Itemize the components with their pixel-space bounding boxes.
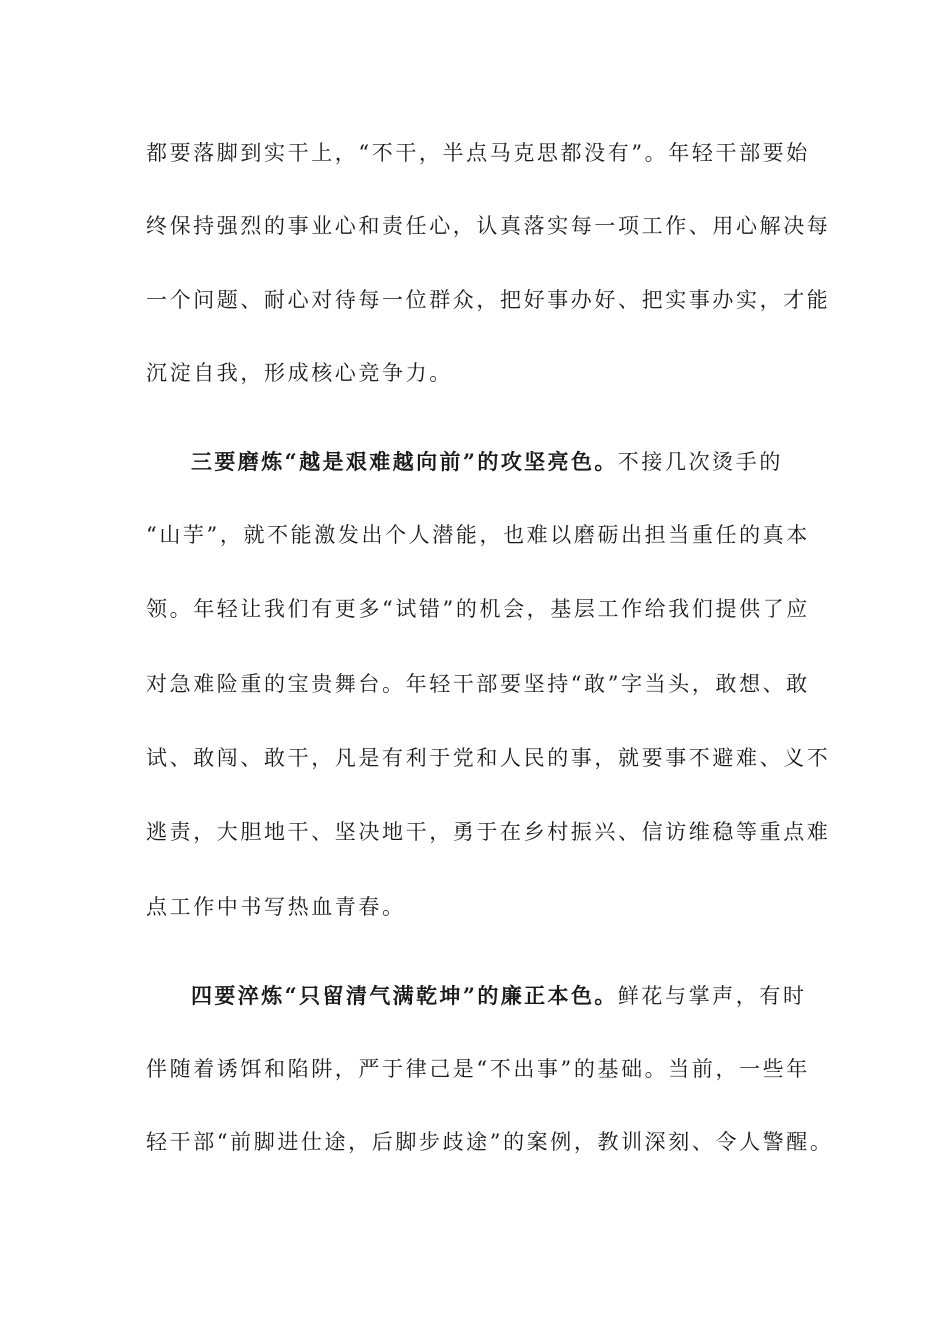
paragraph1-line-3: 一个问题、耐心对待每一位群众，把好事办好、把实事办实，才能 [146, 288, 831, 312]
paragraph1-line-4: 沉淀自我，形成核心竞争力。 [146, 361, 453, 385]
paragraph2-line-6: 逃责，大胆地干、坚决地干，勇于在乡村振兴、信访维稳等重点难 [146, 820, 831, 844]
paragraph2-line-3: 领。年轻让我们有更多“试错”的机会，基层工作给我们提供了应 [146, 597, 810, 621]
paragraph3-line-3: 轻干部“前脚进仕途，后脚步歧途”的案例，教训深刻、令人警醒。 [146, 1130, 834, 1154]
paragraph2-line-1 [191, 447, 851, 477]
paragraph1-line-2: 终保持强烈的事业心和责任心，认真落实每一项工作、用心解决每 [146, 214, 831, 238]
paragraph1-line-1: 都要落脚到实干上，“不干，半点马克思都没有”。年轻干部要始 [146, 141, 810, 165]
paragraph3-line-1 [191, 981, 851, 1011]
paragraph3-first-line-text: 鲜花与掌声，有时 [617, 984, 807, 1008]
paragraph2-heading: 三要磨炼“越是艰难越向前”的攻坚亮色。 [191, 449, 618, 474]
paragraph3-heading: 四要淬炼“只留清气满乾坤”的廉正本色。 [191, 983, 618, 1008]
paragraph2-line-2: “山芋”，就不能激发出个人潜能，也难以磨砺出担当重任的真本 [146, 523, 810, 547]
paragraph2-line-7: 点工作中书写热血青春。 [146, 895, 406, 919]
paragraph2-line-4: 对急难险重的宝贵舞台。年轻干部要坚持“敢”字当头，敢想、敢 [146, 672, 810, 696]
paragraph2-first-line-text: 不接几次烫手的 [617, 450, 783, 474]
paragraph3-line-2: 伴随着诱饵和陷阱，严于律己是“不出事”的基础。当前，一些年 [146, 1057, 810, 1081]
paragraph2-line-5: 试、敢闯、敢干，凡是有利于党和人民的事，就要事不避难、义不 [146, 746, 831, 770]
